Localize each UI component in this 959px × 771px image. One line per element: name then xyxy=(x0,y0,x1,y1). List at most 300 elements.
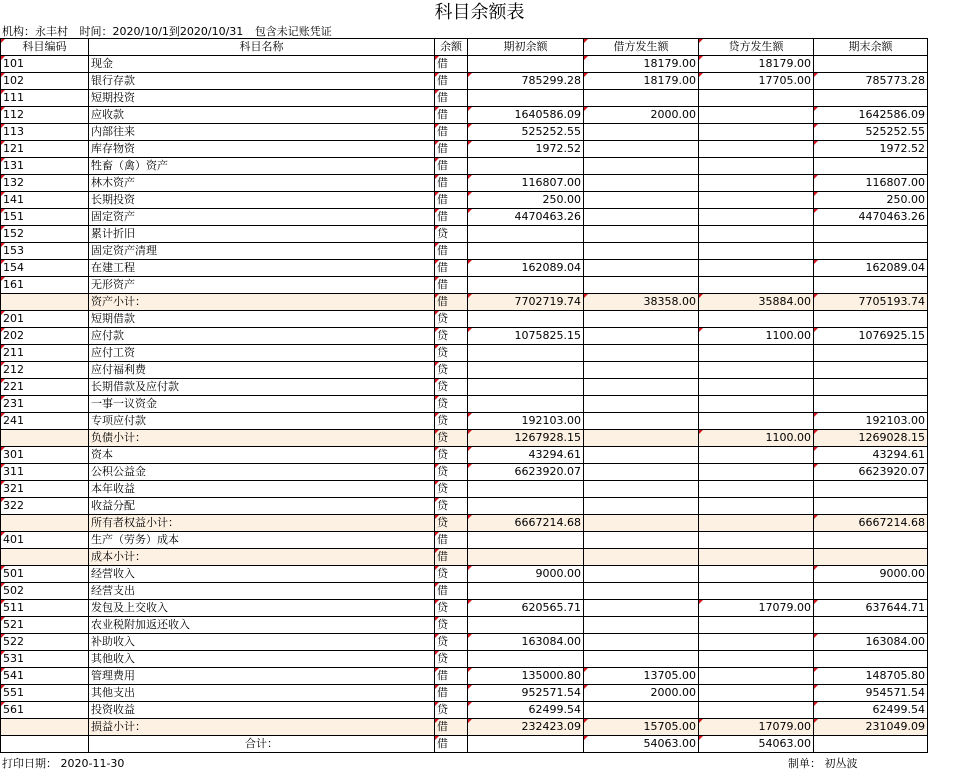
cell-name: 成本小计： xyxy=(89,549,435,566)
header-credit: 贷方发生额 xyxy=(699,39,814,56)
cell-name: 长期借款及应付款 xyxy=(89,379,435,396)
cell-opening: 4470463.26 xyxy=(468,209,584,226)
cell-credit xyxy=(699,107,814,124)
cell-credit xyxy=(699,192,814,209)
header-code: 科目编码 xyxy=(1,39,89,56)
cell-opening xyxy=(468,736,584,753)
cell-direction: 借 xyxy=(435,73,468,90)
cell-debit: 2000.00 xyxy=(584,107,699,124)
cell-code xyxy=(1,736,89,753)
cell-direction: 贷 xyxy=(435,379,468,396)
cell-credit xyxy=(699,651,814,668)
cell-name: 经营收入 xyxy=(89,566,435,583)
cell-name: 林木资产 xyxy=(89,175,435,192)
cell-ending xyxy=(814,277,928,294)
table-row xyxy=(1,345,928,362)
cell-name: 专项应付款 xyxy=(89,413,435,430)
cell-ending xyxy=(814,379,928,396)
cell-credit xyxy=(699,634,814,651)
cell-direction: 借 xyxy=(435,209,468,226)
cell-ending: 43294.61 xyxy=(814,447,928,464)
cell-opening: 1267928.15 xyxy=(468,430,584,447)
cell-debit xyxy=(584,277,699,294)
cell-ending: 116807.00 xyxy=(814,175,928,192)
table-row xyxy=(1,124,928,141)
cell-opening xyxy=(468,549,584,566)
cell-name: 内部往来 xyxy=(89,124,435,141)
cell-ending xyxy=(814,396,928,413)
cell-credit: 17079.00 xyxy=(699,719,814,736)
cell-direction: 贷 xyxy=(435,634,468,651)
table-row xyxy=(1,379,928,396)
cell-opening: 525252.55 xyxy=(468,124,584,141)
cell-debit xyxy=(584,226,699,243)
cell-code: 161 xyxy=(1,277,89,294)
cell-direction: 借 xyxy=(435,719,468,736)
cell-ending xyxy=(814,90,928,107)
cell-code: 132 xyxy=(1,175,89,192)
table-row xyxy=(1,617,928,634)
note-label: 包含未记账凭证 xyxy=(254,25,332,38)
cell-opening: 7702719.74 xyxy=(468,294,584,311)
cell-debit xyxy=(584,566,699,583)
header-direction: 余额 xyxy=(435,39,468,56)
cell-opening xyxy=(468,651,584,668)
cell-code: 112 xyxy=(1,107,89,124)
cell-direction: 贷 xyxy=(435,702,468,719)
cell-code: 202 xyxy=(1,328,89,345)
cell-direction: 借 xyxy=(435,583,468,600)
cell-code: 231 xyxy=(1,396,89,413)
cell-credit: 17705.00 xyxy=(699,73,814,90)
cell-debit xyxy=(584,464,699,481)
cell-opening xyxy=(468,379,584,396)
cell-code: 301 xyxy=(1,447,89,464)
cell-credit xyxy=(699,90,814,107)
cell-name: 应付款 xyxy=(89,328,435,345)
cell-direction: 贷 xyxy=(435,600,468,617)
table-row xyxy=(1,447,928,464)
cell-code: 101 xyxy=(1,56,89,73)
cell-name: 补助收入 xyxy=(89,634,435,651)
table-row xyxy=(1,311,928,328)
cell-name: 短期借款 xyxy=(89,311,435,328)
cell-direction: 贷 xyxy=(435,226,468,243)
cell-name: 应付福利费 xyxy=(89,362,435,379)
cell-debit: 13705.00 xyxy=(584,668,699,685)
cell-credit xyxy=(699,464,814,481)
cell-credit xyxy=(699,175,814,192)
table-row xyxy=(1,583,928,600)
cell-opening xyxy=(468,498,584,515)
subtotal-row xyxy=(1,719,928,736)
cell-debit xyxy=(584,396,699,413)
cell-direction: 借 xyxy=(435,107,468,124)
cell-credit xyxy=(699,685,814,702)
cell-opening xyxy=(468,90,584,107)
cell-code xyxy=(1,515,89,532)
cell-credit xyxy=(699,702,814,719)
cell-code: 511 xyxy=(1,600,89,617)
cell-debit xyxy=(584,532,699,549)
cell-credit xyxy=(699,413,814,430)
table-row xyxy=(1,260,928,277)
cell-ending: 1642586.09 xyxy=(814,107,928,124)
cell-credit xyxy=(699,124,814,141)
cell-ending: 6667214.68 xyxy=(814,515,928,532)
cell-credit xyxy=(699,345,814,362)
cell-debit xyxy=(584,311,699,328)
cell-code: 501 xyxy=(1,566,89,583)
table-row xyxy=(1,532,928,549)
cell-ending xyxy=(814,311,928,328)
cell-ending: 7705193.74 xyxy=(814,294,928,311)
cell-code: 102 xyxy=(1,73,89,90)
cell-debit xyxy=(584,209,699,226)
cell-ending: 1972.52 xyxy=(814,141,928,158)
cell-credit: 18179.00 xyxy=(699,56,814,73)
cell-debit xyxy=(584,702,699,719)
cell-credit xyxy=(699,158,814,175)
cell-debit xyxy=(584,362,699,379)
cell-opening xyxy=(468,396,584,413)
table-row xyxy=(1,464,928,481)
table-row xyxy=(1,73,928,90)
cell-ending: 637644.71 xyxy=(814,600,928,617)
cell-debit xyxy=(584,379,699,396)
table-row xyxy=(1,56,928,73)
cell-opening: 620565.71 xyxy=(468,600,584,617)
table-row xyxy=(1,107,928,124)
cell-direction: 贷 xyxy=(435,447,468,464)
table-row xyxy=(1,651,928,668)
cell-direction: 借 xyxy=(435,158,468,175)
cell-ending xyxy=(814,498,928,515)
cell-debit xyxy=(584,617,699,634)
cell-credit xyxy=(699,277,814,294)
cell-credit xyxy=(699,481,814,498)
cell-code: 241 xyxy=(1,413,89,430)
cell-ending: 250.00 xyxy=(814,192,928,209)
cell-ending: 785773.28 xyxy=(814,73,928,90)
cell-credit: 1100.00 xyxy=(699,430,814,447)
cell-name: 投资收益 xyxy=(89,702,435,719)
cell-direction: 借 xyxy=(435,56,468,73)
cell-opening xyxy=(468,56,584,73)
cell-name: 其他收入 xyxy=(89,651,435,668)
cell-debit: 18179.00 xyxy=(584,56,699,73)
cell-debit: 38358.00 xyxy=(584,294,699,311)
table-row xyxy=(1,481,928,498)
cell-ending xyxy=(814,583,928,600)
cell-name: 累计折旧 xyxy=(89,226,435,243)
cell-credit xyxy=(699,141,814,158)
cell-opening xyxy=(468,362,584,379)
cell-name: 其他支出 xyxy=(89,685,435,702)
total-row xyxy=(1,736,928,753)
table-row xyxy=(1,328,928,345)
cell-credit xyxy=(699,447,814,464)
cell-code: 151 xyxy=(1,209,89,226)
cell-code: 541 xyxy=(1,668,89,685)
cell-direction: 贷 xyxy=(435,362,468,379)
cell-code: 131 xyxy=(1,158,89,175)
cell-debit: 54063.00 xyxy=(584,736,699,753)
cell-code xyxy=(1,430,89,447)
cell-code: 522 xyxy=(1,634,89,651)
header-ending: 期末余额 xyxy=(814,39,928,56)
cell-ending: 163084.00 xyxy=(814,634,928,651)
cell-opening xyxy=(468,311,584,328)
cell-opening xyxy=(468,226,584,243)
cell-debit xyxy=(584,260,699,277)
cell-direction: 贷 xyxy=(435,328,468,345)
cell-name: 负债小计： xyxy=(89,430,435,447)
cell-direction: 贷 xyxy=(435,345,468,362)
table-row xyxy=(1,158,928,175)
cell-credit xyxy=(699,498,814,515)
cell-direction: 借 xyxy=(435,277,468,294)
cell-name: 所有者权益小计： xyxy=(89,515,435,532)
cell-opening xyxy=(468,158,584,175)
table-row xyxy=(1,668,928,685)
cell-opening: 232423.09 xyxy=(468,719,584,736)
cell-credit xyxy=(699,583,814,600)
cell-ending xyxy=(814,617,928,634)
subtotal-row xyxy=(1,549,928,566)
cell-ending: 954571.54 xyxy=(814,685,928,702)
balance-table xyxy=(0,38,928,753)
cell-direction: 贷 xyxy=(435,481,468,498)
table-row xyxy=(1,413,928,430)
cell-debit xyxy=(584,175,699,192)
cell-debit xyxy=(584,430,699,447)
cell-name: 管理费用 xyxy=(89,668,435,685)
maker-label: 制单： 初丛波 xyxy=(788,757,858,770)
cell-ending xyxy=(814,345,928,362)
cell-ending: 231049.09 xyxy=(814,719,928,736)
cell-name: 牲畜（禽）资产 xyxy=(89,158,435,175)
table-row xyxy=(1,226,928,243)
cell-code: 121 xyxy=(1,141,89,158)
cell-opening xyxy=(468,243,584,260)
cell-code: 521 xyxy=(1,617,89,634)
cell-ending xyxy=(814,532,928,549)
cell-debit xyxy=(584,141,699,158)
cell-name: 应付工资 xyxy=(89,345,435,362)
cell-name: 无形资产 xyxy=(89,277,435,294)
header-name: 科目名称 xyxy=(89,39,435,56)
cell-direction: 借 xyxy=(435,668,468,685)
cell-code: 111 xyxy=(1,90,89,107)
cell-ending: 1076925.15 xyxy=(814,328,928,345)
table-row xyxy=(1,685,928,702)
cell-opening: 43294.61 xyxy=(468,447,584,464)
cell-debit xyxy=(584,413,699,430)
cell-code: 561 xyxy=(1,702,89,719)
subtotal-row xyxy=(1,294,928,311)
cell-code: 531 xyxy=(1,651,89,668)
report-title: 科目余额表 xyxy=(434,2,525,23)
cell-direction: 贷 xyxy=(435,464,468,481)
cell-name: 资本 xyxy=(89,447,435,464)
cell-debit xyxy=(584,90,699,107)
cell-name: 发包及上交收入 xyxy=(89,600,435,617)
cell-direction: 借 xyxy=(435,294,468,311)
cell-credit xyxy=(699,396,814,413)
cell-code: 153 xyxy=(1,243,89,260)
cell-credit xyxy=(699,226,814,243)
cell-ending: 9000.00 xyxy=(814,566,928,583)
cell-credit xyxy=(699,532,814,549)
cell-direction: 贷 xyxy=(435,413,468,430)
cell-debit xyxy=(584,651,699,668)
cell-name: 短期投资 xyxy=(89,90,435,107)
period-label: 时间：2020/10/1到2020/10/31 xyxy=(79,25,244,38)
cell-opening xyxy=(468,532,584,549)
cell-name: 固定资产清理 xyxy=(89,243,435,260)
cell-name: 本年收益 xyxy=(89,481,435,498)
cell-code: 201 xyxy=(1,311,89,328)
cell-ending xyxy=(814,736,928,753)
cell-code xyxy=(1,549,89,566)
cell-direction: 借 xyxy=(435,736,468,753)
cell-direction: 贷 xyxy=(435,566,468,583)
table-row xyxy=(1,141,928,158)
cell-direction: 借 xyxy=(435,90,468,107)
header-opening: 期初余额 xyxy=(468,39,584,56)
cell-code: 212 xyxy=(1,362,89,379)
cell-direction: 贷 xyxy=(435,515,468,532)
cell-credit xyxy=(699,515,814,532)
cell-ending: 1269028.15 xyxy=(814,430,928,447)
cell-credit: 35884.00 xyxy=(699,294,814,311)
table-row xyxy=(1,634,928,651)
cell-credit: 1100.00 xyxy=(699,328,814,345)
cell-direction: 借 xyxy=(435,685,468,702)
cell-name: 长期投资 xyxy=(89,192,435,209)
cell-code: 322 xyxy=(1,498,89,515)
cell-name: 一事一议资金 xyxy=(89,396,435,413)
cell-opening: 952571.54 xyxy=(468,685,584,702)
cell-ending: 4470463.26 xyxy=(814,209,928,226)
cell-opening: 6623920.07 xyxy=(468,464,584,481)
cell-direction: 借 xyxy=(435,532,468,549)
cell-code: 551 xyxy=(1,685,89,702)
cell-direction: 贷 xyxy=(435,430,468,447)
header-debit: 借方发生额 xyxy=(584,39,699,56)
cell-direction: 借 xyxy=(435,141,468,158)
cell-opening: 9000.00 xyxy=(468,566,584,583)
cell-debit xyxy=(584,583,699,600)
cell-direction: 贷 xyxy=(435,311,468,328)
cell-code: 211 xyxy=(1,345,89,362)
table-row xyxy=(1,498,928,515)
cell-code: 321 xyxy=(1,481,89,498)
cell-name: 合计： xyxy=(89,736,435,753)
cell-debit xyxy=(584,192,699,209)
cell-credit xyxy=(699,260,814,277)
cell-credit xyxy=(699,379,814,396)
cell-direction: 贷 xyxy=(435,651,468,668)
table-body xyxy=(1,56,928,753)
cell-code: 141 xyxy=(1,192,89,209)
cell-ending: 6623920.07 xyxy=(814,464,928,481)
cell-name: 资产小计： xyxy=(89,294,435,311)
cell-ending: 162089.04 xyxy=(814,260,928,277)
table-row xyxy=(1,277,928,294)
cell-credit xyxy=(699,362,814,379)
cell-name: 现金 xyxy=(89,56,435,73)
cell-ending xyxy=(814,481,928,498)
cell-opening: 192103.00 xyxy=(468,413,584,430)
table-row xyxy=(1,90,928,107)
cell-opening xyxy=(468,481,584,498)
cell-ending xyxy=(814,549,928,566)
cell-direction: 贷 xyxy=(435,396,468,413)
cell-ending xyxy=(814,56,928,73)
cell-code: 311 xyxy=(1,464,89,481)
cell-direction: 借 xyxy=(435,124,468,141)
report-info xyxy=(2,25,340,39)
cell-direction: 借 xyxy=(435,192,468,209)
cell-credit xyxy=(699,668,814,685)
cell-code: 221 xyxy=(1,379,89,396)
cell-code: 502 xyxy=(1,583,89,600)
cell-debit xyxy=(584,345,699,362)
cell-debit xyxy=(584,600,699,617)
cell-name: 生产（劳务）成本 xyxy=(89,532,435,549)
cell-opening: 62499.54 xyxy=(468,702,584,719)
print-date: 打印日期： 2020-11-30 xyxy=(2,757,125,770)
subtotal-row xyxy=(1,515,928,532)
cell-credit xyxy=(699,311,814,328)
cell-debit xyxy=(584,328,699,345)
cell-name: 固定资产 xyxy=(89,209,435,226)
cell-debit xyxy=(584,124,699,141)
cell-debit xyxy=(584,498,699,515)
cell-credit: 54063.00 xyxy=(699,736,814,753)
cell-debit xyxy=(584,481,699,498)
cell-debit: 15705.00 xyxy=(584,719,699,736)
cell-ending: 62499.54 xyxy=(814,702,928,719)
cell-opening: 6667214.68 xyxy=(468,515,584,532)
cell-opening xyxy=(468,617,584,634)
cell-name: 损益小计： xyxy=(89,719,435,736)
cell-credit xyxy=(699,549,814,566)
cell-credit xyxy=(699,209,814,226)
table-row xyxy=(1,566,928,583)
table-row xyxy=(1,396,928,413)
table-row xyxy=(1,192,928,209)
cell-name: 应收款 xyxy=(89,107,435,124)
cell-credit: 17079.00 xyxy=(699,600,814,617)
cell-opening: 163084.00 xyxy=(468,634,584,651)
cell-debit xyxy=(584,158,699,175)
cell-name: 在建工程 xyxy=(89,260,435,277)
cell-opening: 135000.80 xyxy=(468,668,584,685)
cell-opening: 785299.28 xyxy=(468,73,584,90)
table-row xyxy=(1,209,928,226)
cell-credit xyxy=(699,617,814,634)
cell-credit xyxy=(699,243,814,260)
cell-debit: 18179.00 xyxy=(584,73,699,90)
cell-opening xyxy=(468,345,584,362)
cell-credit xyxy=(699,566,814,583)
cell-ending xyxy=(814,226,928,243)
table-row xyxy=(1,243,928,260)
cell-name: 公积公益金 xyxy=(89,464,435,481)
